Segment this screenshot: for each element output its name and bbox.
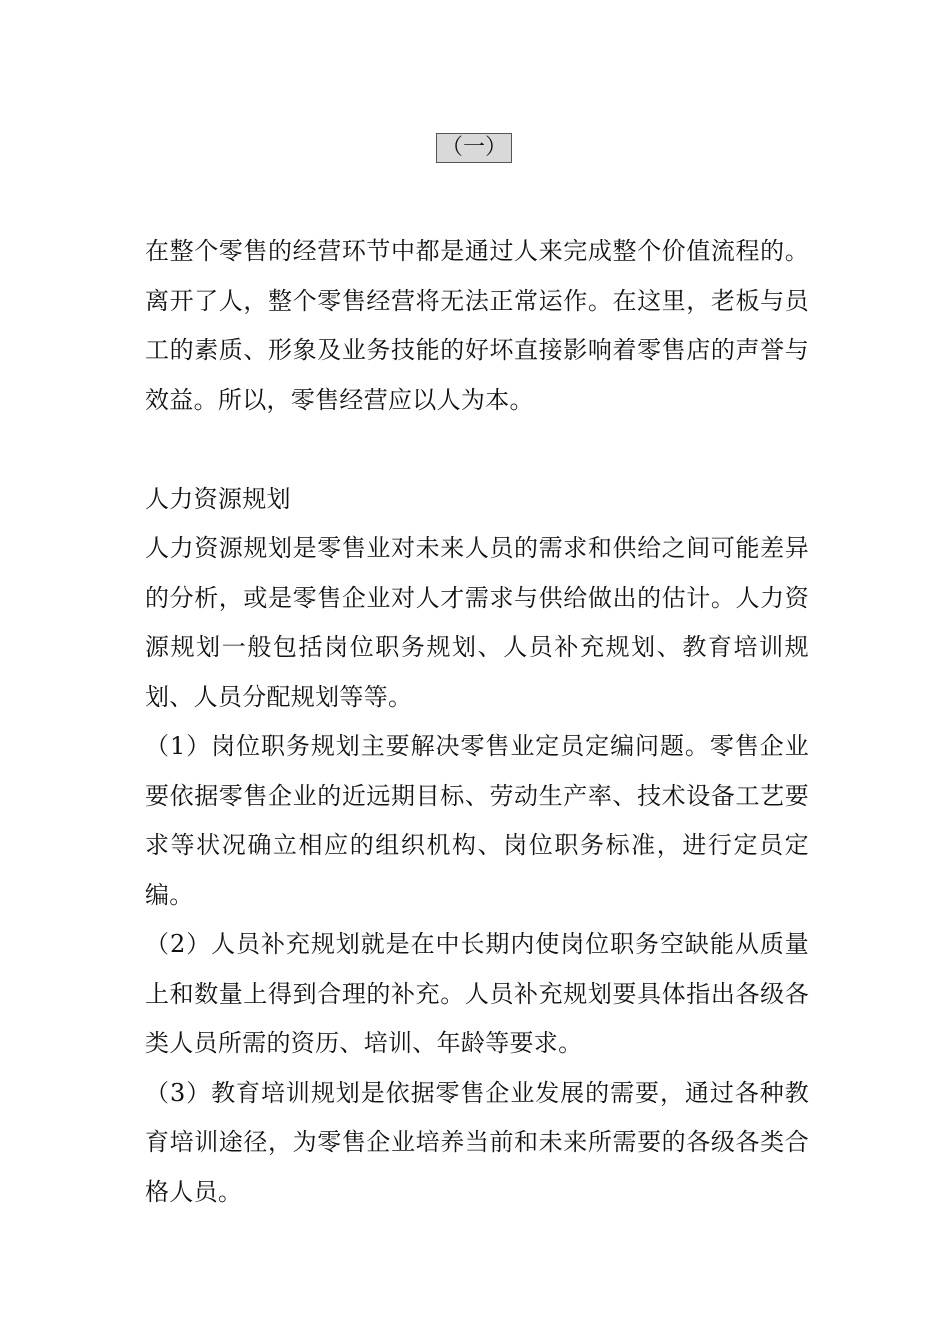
- paragraph-gap: [145, 425, 809, 475]
- section-title: 人力资源规划: [145, 484, 291, 513]
- intro-paragraph: 在整个零售的经营环节中都是通过人来完成整个价值流程的。离开了人，整个零售经营将无法正常运作。在这里，老板与员工的素质、形象及业务技能的好坏直接影响着零售店的声誉与效益。所以，零售经营应以人为本。: [145, 237, 809, 414]
- list-item: （2）人员补充规划就是在中长期内使岗位职务空缺能从质量上和数量上得到合理的补充。人员补充规划要具体指出各级各类人员所需的资历、培训、年龄等要求。: [145, 930, 809, 1057]
- section-heading: （一）: [436, 133, 512, 163]
- list-item: （1）岗位职务规划主要解决零售业定员定编问题。零售企业要依据零售企业的近远期目标、劳动生产率、技术设备工艺要求等状况确立相应的组织机构、岗位职务标准，进行定员定编。: [145, 732, 809, 909]
- list-item: （3）教育培训规划是依据零售企业发展的需要，通过各种教育培训途径，为零售企业培养当前和未来所需要的各级各类合格人员。: [145, 1078, 809, 1206]
- section-body-paragraph: 人力资源规划是零售业对未来人员的需求和供给之间可能差异的分析，或是零售企业对人才需求与供给做出的估计。人力资源规划一般包括岗位职务规划、人员补充规划、教育培训规划、人员分配规划等等。: [145, 534, 809, 711]
- document-body: [145, 227, 809, 1217]
